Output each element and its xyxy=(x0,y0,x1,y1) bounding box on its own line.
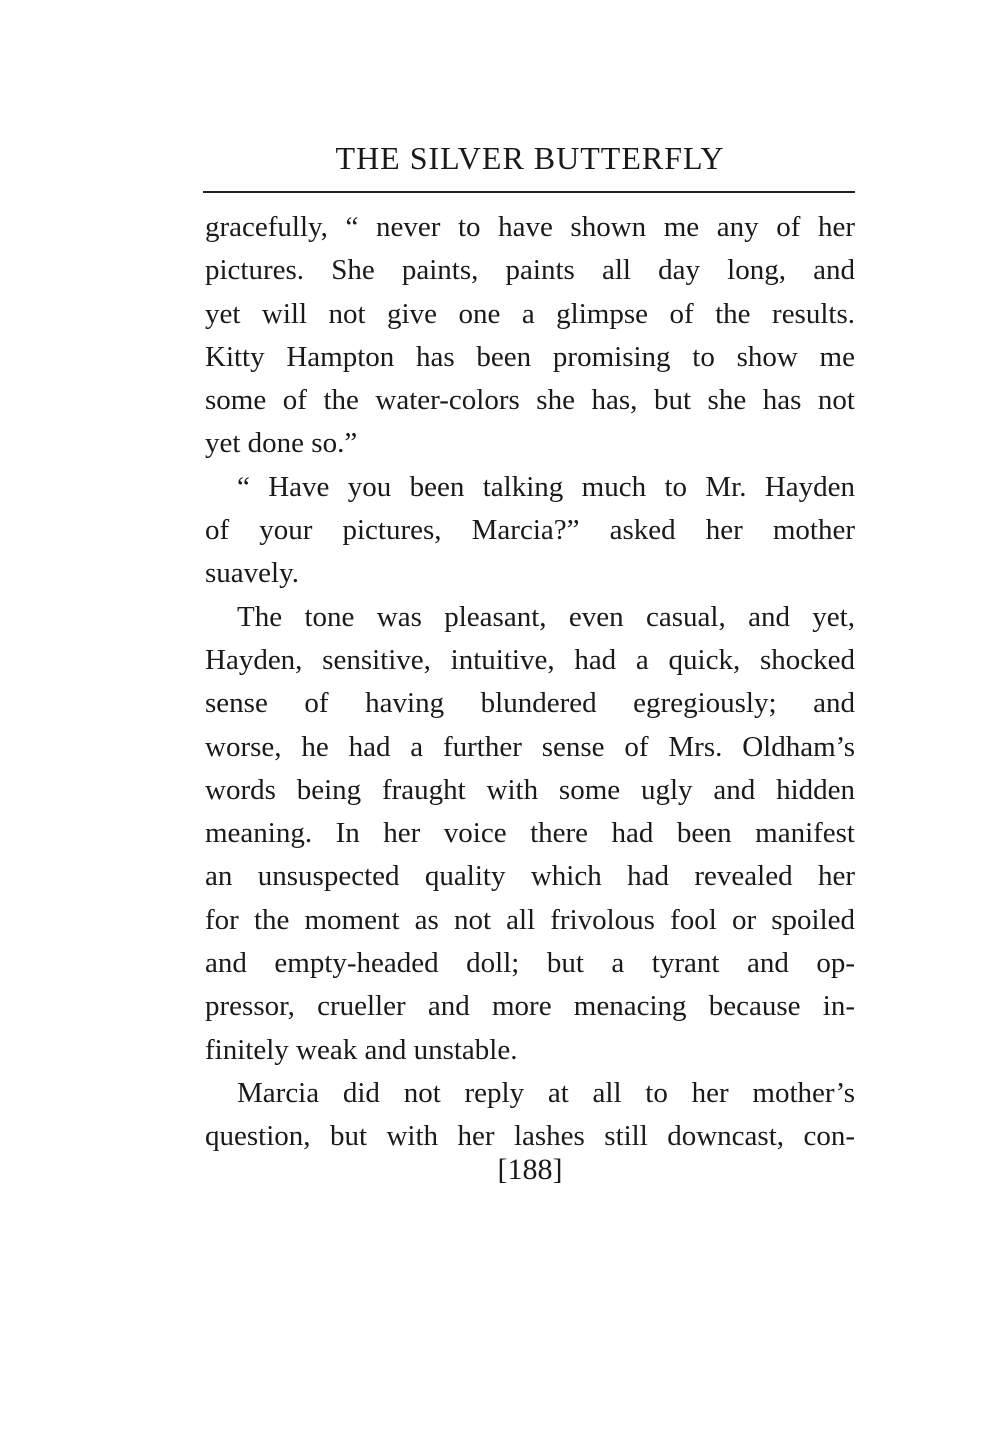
text-line: finitely weak and unstable. xyxy=(205,1033,518,1066)
text-line: yet will not give one a glimpse of the results. xyxy=(205,297,855,330)
text-line: “ Have you been talking much to Mr. Hayden xyxy=(237,470,855,503)
text-line: worse, he had a further sense of Mrs. Oldham’s xyxy=(205,730,855,763)
text-line: question, but with her lashes still downcast, con- xyxy=(205,1120,855,1153)
text-line: for the moment as not all frivolous fool or spoiled xyxy=(205,903,855,936)
body-text xyxy=(205,206,855,1159)
text-line: The tone was pleasant, even casual, and yet, xyxy=(237,600,855,633)
text-line: an unsuspected quality which had revealed her xyxy=(205,860,855,893)
text-line: pictures. She paints, paints all day long, and xyxy=(205,254,855,287)
text-line: sense of having blundered egregiously; and xyxy=(205,687,855,720)
text-line: and empty-headed doll; but a tyrant and op- xyxy=(205,947,855,980)
header-rule xyxy=(203,191,855,193)
text-line: pressor, crueller and more menacing because in- xyxy=(205,990,855,1023)
text-line: some of the water-colors she has, but she has not xyxy=(205,384,855,417)
page-number: [188] xyxy=(497,1153,563,1186)
text-line: yet done so.” xyxy=(205,427,358,460)
text-line: suavely. xyxy=(205,557,299,590)
text-line: Kitty Hampton has been promising to show me xyxy=(205,340,855,373)
text-line: Marcia did not reply at all to her mother’s xyxy=(237,1076,855,1109)
text-line: gracefully, “ never to have shown me any of her xyxy=(205,211,855,243)
text-line: of your pictures, Marcia?” asked her mother xyxy=(205,514,855,547)
running-head-title: THE SILVER BUTTERFLY xyxy=(335,140,725,176)
text-line: meaning. In her voice there had been manifest xyxy=(205,817,855,850)
text-line: words being fraught with some ugly and hidden xyxy=(205,773,855,806)
text-line: Hayden, sensitive, intuitive, had a quick, shocked xyxy=(205,643,855,676)
